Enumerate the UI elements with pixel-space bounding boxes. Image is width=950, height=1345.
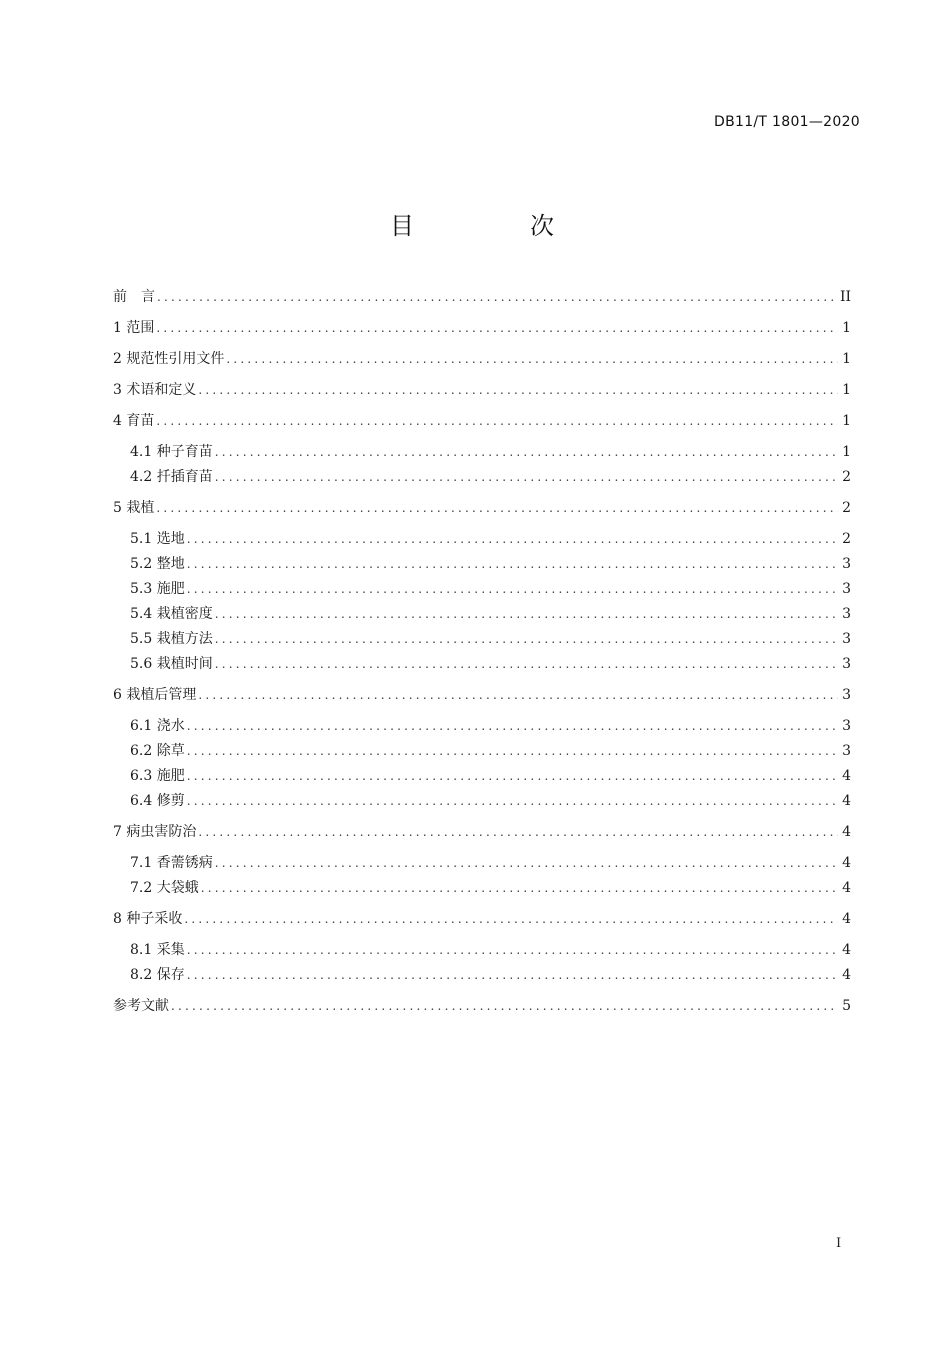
toc-leader-dots (187, 939, 838, 961)
toc-leader-dots (187, 765, 838, 787)
toc-entry[interactable] (130, 852, 851, 874)
toc-leader-dots (156, 317, 838, 339)
toc-entry[interactable] (113, 348, 851, 370)
toc-entry[interactable] (130, 628, 851, 650)
toc-entry-label: 6.2 除草 (130, 743, 185, 759)
toc-leader-dots (187, 553, 838, 575)
page-number: I (836, 1236, 842, 1251)
document-code: DB11/T 1801—2020 (714, 114, 860, 130)
toc-entry-label: 5.1 选地 (130, 531, 185, 547)
toc-leader-dots (215, 628, 838, 650)
toc-entry-page: 4 (842, 880, 851, 896)
toc-leader-dots (215, 852, 838, 874)
toc-entry[interactable] (130, 715, 851, 737)
toc-leader-dots (187, 790, 838, 812)
toc-entry-label: 6 栽植后管理 (113, 687, 197, 703)
toc-entry-label: 7 病虫害防治 (113, 824, 197, 840)
toc-entry-label: 4.2 扦插育苗 (130, 469, 213, 485)
toc-entry-page: 1 (842, 320, 851, 336)
toc-entry[interactable] (113, 908, 851, 930)
toc-entry[interactable] (130, 441, 851, 463)
toc-entry-page: 3 (842, 743, 851, 759)
toc-entry-page: 3 (842, 718, 851, 734)
toc-leader-dots (215, 603, 838, 625)
toc-entry-page: 3 (842, 631, 851, 647)
toc-entry-page: 4 (842, 911, 851, 927)
toc-leader-dots (201, 877, 838, 899)
toc-leader-dots (198, 821, 838, 843)
toc-entry-label: 6.1 浇水 (130, 718, 185, 734)
toc-entry-label: 7.2 大袋蛾 (130, 880, 199, 896)
toc-entry-label: 4.1 种子育苗 (130, 444, 213, 460)
toc-entry-page: 1 (842, 382, 851, 398)
toc-entry-page: II (839, 289, 851, 305)
toc-entry-label: 8.2 保存 (130, 967, 185, 983)
toc-entry[interactable] (113, 821, 851, 843)
toc-entry[interactable] (130, 653, 851, 675)
toc-leader-dots (157, 286, 836, 308)
toc-entry-page: 4 (842, 824, 851, 840)
toc-entry-label: 1 范围 (113, 320, 155, 336)
toc-entry-page: 3 (842, 581, 851, 597)
toc-entry[interactable] (113, 317, 851, 339)
toc-leader-dots (187, 578, 838, 600)
toc-entry[interactable] (113, 379, 851, 401)
toc-entry-label: 6.3 施肥 (130, 768, 185, 784)
toc-entry-page: 4 (842, 855, 851, 871)
toc-leader-dots (187, 740, 838, 762)
toc-entry-label: 7.1 香薷锈病 (130, 855, 213, 871)
toc-entry[interactable] (130, 877, 851, 899)
toc-entry[interactable] (130, 578, 851, 600)
toc-entry-page: 2 (842, 469, 851, 485)
toc-entry[interactable] (113, 995, 851, 1017)
toc-entry-page: 1 (842, 444, 851, 460)
toc-entry-page: 4 (842, 793, 851, 809)
toc-entry[interactable] (130, 603, 851, 625)
toc-entry-page: 4 (842, 967, 851, 983)
toc-entry-label: 8.1 采集 (130, 942, 185, 958)
toc-leader-dots (187, 528, 838, 550)
toc-leader-dots (156, 410, 838, 432)
toc-entry[interactable] (130, 790, 851, 812)
toc-entry[interactable] (130, 553, 851, 575)
toc-entry-page: 1 (842, 413, 851, 429)
toc-entry-label: 6.4 修剪 (130, 793, 185, 809)
toc-entry-page: 1 (842, 351, 851, 367)
toc-entry-label: 5.5 栽植方法 (130, 631, 213, 647)
toc-entry-page: 3 (842, 656, 851, 672)
toc-entry-page: 3 (842, 687, 851, 703)
toc-leader-dots (156, 497, 838, 519)
toc-entry-label: 5 栽植 (113, 500, 155, 516)
toc-entry-label: 参考文献 (113, 998, 169, 1014)
page-title: 目 次 (390, 212, 600, 240)
toc-entry[interactable] (113, 497, 851, 519)
toc-leader-dots (226, 348, 838, 370)
toc-entry-label: 8 种子采收 (113, 911, 183, 927)
toc-entry[interactable] (130, 964, 851, 986)
toc-entry-page: 2 (842, 531, 851, 547)
toc-entry[interactable] (113, 286, 851, 308)
toc-leader-dots (187, 715, 838, 737)
toc-entry-label: 5.6 栽植时间 (130, 656, 213, 672)
toc-entry[interactable] (113, 684, 851, 706)
toc-entry-page: 3 (842, 606, 851, 622)
toc-leader-dots (187, 964, 838, 986)
toc-entry-label: 5.3 施肥 (130, 581, 185, 597)
toc-leader-dots (198, 684, 838, 706)
toc-entry-page: 5 (842, 998, 851, 1014)
toc-entry-page: 4 (842, 942, 851, 958)
toc-entry[interactable] (130, 740, 851, 762)
toc-entry-label: 4 育苗 (113, 413, 155, 429)
toc-entry-page: 3 (842, 556, 851, 572)
toc-entry-label: 2 规范性引用文件 (113, 351, 225, 367)
toc-leader-dots (171, 995, 838, 1017)
toc-leader-dots (198, 379, 838, 401)
toc-entry-page: 2 (842, 500, 851, 516)
toc-entry-label: 5.2 整地 (130, 556, 185, 572)
toc-entry-label: 5.4 栽植密度 (130, 606, 213, 622)
toc-leader-dots (215, 466, 838, 488)
toc-leader-dots (215, 441, 838, 463)
toc-entry-label: 3 术语和定义 (113, 382, 197, 398)
toc-leader-dots (215, 653, 838, 675)
toc-entry[interactable] (130, 466, 851, 488)
toc-entry[interactable] (130, 765, 851, 787)
toc-entry[interactable] (130, 939, 851, 961)
toc-entry-page: 4 (842, 768, 851, 784)
toc-entry[interactable] (130, 528, 851, 550)
toc-entry[interactable] (113, 410, 851, 432)
toc-leader-dots (184, 908, 838, 930)
toc-entry-label: 前 言 (113, 289, 155, 305)
